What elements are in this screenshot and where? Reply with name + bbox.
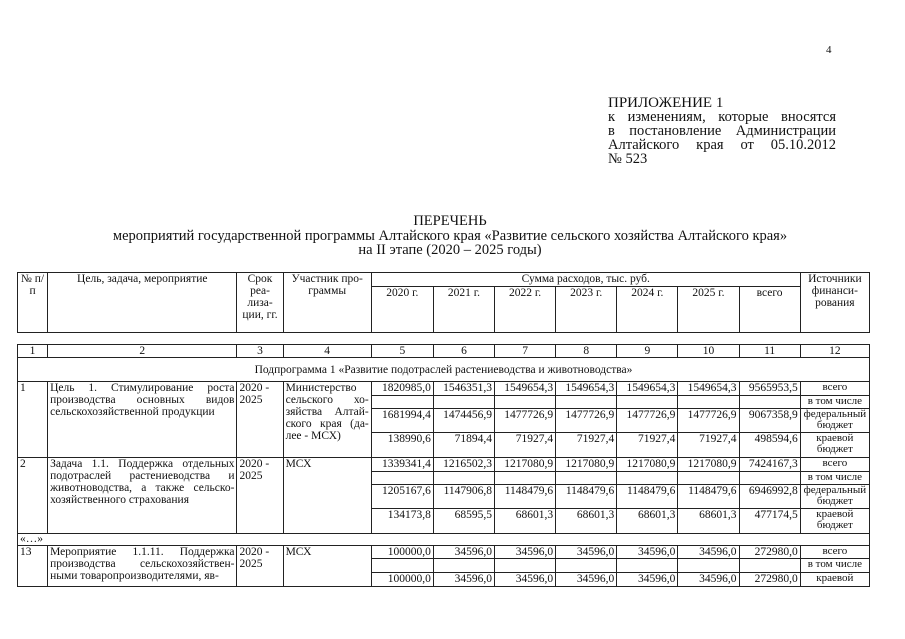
source-label: в том числе [800,559,869,573]
row-description: Мероприятие 1.1.11. Поддержка производства сельскохозяйствен- ными товаропроизводителями, яв- [48,546,237,587]
value-cell: 34596,0 [617,546,678,559]
row-number: 1 [18,382,48,458]
value-cell: 1148479,6 [678,485,739,509]
value-cell: 9067358,9 [739,409,800,433]
gap-row [18,333,870,345]
col-number: 6 [433,345,494,358]
subprogram-title: Подпрограмма 1 «Развитие подотраслей растениеводства и животноводства» [18,358,870,382]
value-cell: 1546351,3 [433,382,494,396]
header-term: Срок реа- лиза- ции, гг. [237,273,283,333]
col-number: 11 [739,345,800,358]
row-number: 2 [18,458,48,534]
value-cell: 1477726,9 [495,409,556,433]
ellipsis-row [18,534,870,546]
value-cell: 7424167,3 [739,458,800,472]
value-cell: 68595,5 [433,509,494,534]
value-cell: 1477726,9 [617,409,678,433]
value-cell: 34596,0 [433,573,494,587]
col-number: 3 [237,345,283,358]
source-label: федеральный бюджет [800,409,869,433]
value-cell: 138990,6 [371,433,433,458]
table-row [18,546,870,559]
header-goal: Цель, задача, мероприятие [48,273,237,333]
value-cell: 71927,4 [617,433,678,458]
table-row [18,458,870,472]
col-number: 1 [18,345,48,358]
value-cell: 1217080,9 [617,458,678,472]
header-sources: Источники финанси- рования [800,273,869,333]
header-year: 2022 г. [495,287,556,333]
value-cell: 1474456,9 [433,409,494,433]
value-cell: 1148479,6 [617,485,678,509]
header-num: № п/п [18,273,48,333]
value-cell: 1820985,0 [371,382,433,396]
col-number: 4 [283,345,371,358]
value-cell: 34596,0 [617,573,678,587]
row-description: Цель 1. Стимулирование роста производства основных видов сельскохозяйственной продукции [48,382,237,458]
header-sum: Сумма расходов, тыс. руб. [371,273,800,287]
source-label: всего [800,546,869,559]
measures-table [17,272,870,587]
source-label: в том числе [800,472,869,485]
appendix-line: в постановление Администрации [608,123,836,139]
col-number: 9 [617,345,678,358]
appendix-title: ПРИЛОЖЕНИЕ 1 [608,95,724,111]
value-cell: 68601,3 [617,509,678,534]
row-term: 2020 - 2025 [237,458,283,534]
row-participant: МСХ [283,458,371,534]
value-cell: 71927,4 [556,433,617,458]
col-number: 2 [48,345,237,358]
value-cell: 1681994,4 [371,409,433,433]
value-cell: 1549654,3 [678,382,739,396]
row-description: Задача 1.1. Поддержка отдельных подотраслей растениеводства и животноводства, а также сельско- хозяйственного страхования [48,458,237,534]
value-cell: 34596,0 [495,546,556,559]
page-number: 4 [826,44,832,56]
value-cell: 1148479,6 [556,485,617,509]
source-label: всего [800,382,869,396]
value-cell: 1217080,9 [556,458,617,472]
value-cell: 34596,0 [433,546,494,559]
col-number: 7 [495,345,556,358]
value-cell: 272980,0 [739,546,800,559]
header-row [18,273,870,287]
value-cell: 68601,3 [495,509,556,534]
appendix-header [608,96,836,166]
header-year: 2024 г. [617,287,678,333]
title-line: ПЕРЕЧЕНЬ [413,213,487,229]
value-cell: 34596,0 [556,573,617,587]
header-year: 2020 г. [371,287,433,333]
value-cell: 1217080,9 [495,458,556,472]
value-cell: 1205167,6 [371,485,433,509]
value-cell: 68601,3 [556,509,617,534]
value-cell: 1148479,6 [495,485,556,509]
value-cell: 1217080,9 [678,458,739,472]
value-cell: 6946992,8 [739,485,800,509]
value-cell: 9565953,5 [739,382,800,396]
col-number: 8 [556,345,617,358]
value-cell: 1477726,9 [678,409,739,433]
subprogram-row [18,358,870,382]
value-cell: 477174,5 [739,509,800,534]
source-label: всего [800,458,869,472]
col-number: 5 [371,345,433,358]
appendix-line: к изменениям, которые вносятся [608,109,836,125]
value-cell: 1216502,3 [433,458,494,472]
value-cell: 134173,8 [371,509,433,534]
table-row [18,382,870,396]
source-label: краевой [800,573,869,587]
value-cell: 1549654,3 [556,382,617,396]
value-cell: 100000,0 [371,573,433,587]
appendix-line: Алтайского края от 05.10.2012 [608,137,836,153]
value-cell: 272980,0 [739,573,800,587]
value-cell: 68601,3 [678,509,739,534]
document-title [60,214,840,258]
row-number: 13 [18,546,48,587]
appendix-number: № 523 [608,151,648,167]
source-label: краевой бюджет [800,433,869,458]
value-cell: 71927,4 [495,433,556,458]
header-year-total: всего [739,287,800,333]
row-term: 2020 - 2025 [237,382,283,458]
source-label: в том числе [800,396,869,409]
ellipsis-mark: «…» [18,534,870,546]
value-cell: 34596,0 [495,573,556,587]
row-term: 2020 - 2025 [237,546,283,587]
column-numbers-row [18,345,870,358]
value-cell: 498594,6 [739,433,800,458]
col-number: 12 [800,345,869,358]
header-participant: Участник про- граммы [283,273,371,333]
title-line: на II этапе (2020 – 2025 годы) [358,242,542,258]
source-label: краевой бюджет [800,509,869,534]
value-cell: 1147906,8 [433,485,494,509]
header-year: 2025 г. [678,287,739,333]
row-participant: МСХ [283,546,371,587]
value-cell: 1549654,3 [495,382,556,396]
value-cell: 34596,0 [556,546,617,559]
value-cell: 1339341,4 [371,458,433,472]
header-year: 2023 г. [556,287,617,333]
value-cell: 34596,0 [678,573,739,587]
title-line: мероприятий государственной программы Алтайского края «Развитие сельского хозяйства Алтайского края» [112,227,788,244]
row-participant: Министерство сельского хо- зяйства Алтай- ского края (да- лее - МСХ) [283,382,371,458]
value-cell: 1477726,9 [556,409,617,433]
header-year: 2021 г. [433,287,494,333]
source-label: федеральный бюджет [800,485,869,509]
value-cell: 1549654,3 [617,382,678,396]
value-cell: 34596,0 [678,546,739,559]
value-cell: 71894,4 [433,433,494,458]
value-cell: 71927,4 [678,433,739,458]
col-number: 10 [678,345,739,358]
value-cell: 100000,0 [371,546,433,559]
